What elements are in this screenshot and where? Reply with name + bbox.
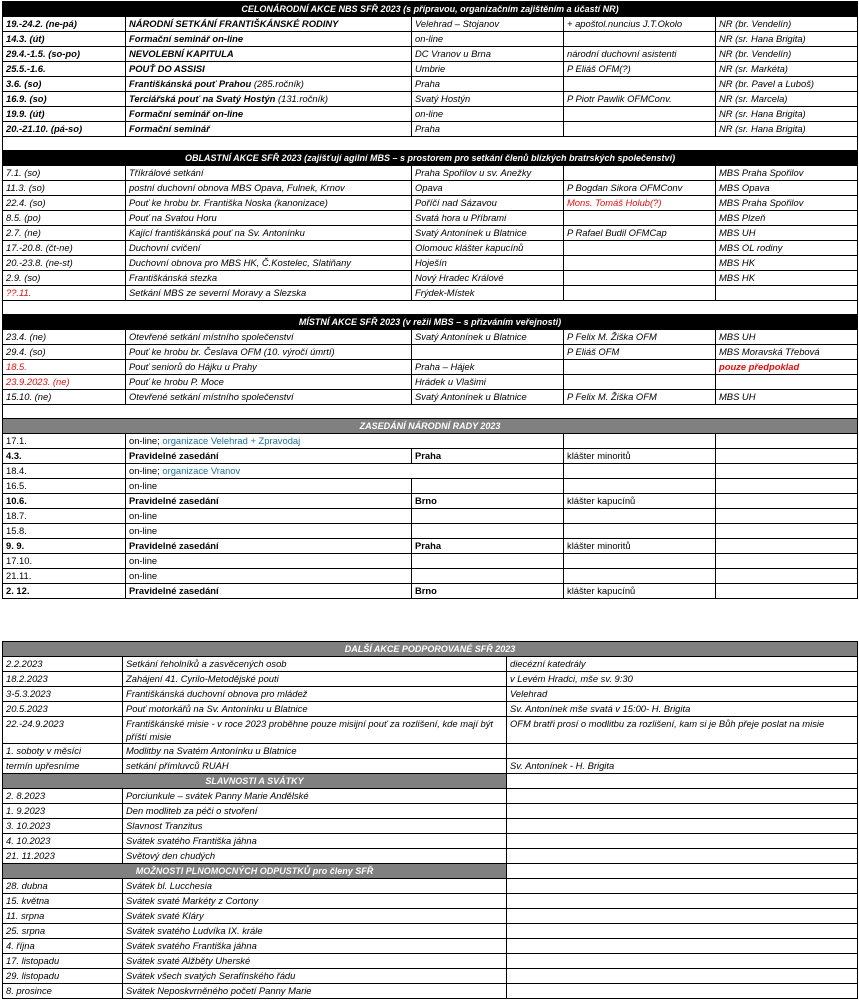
table-cell: Praha (412, 77, 564, 92)
table-row (3, 211, 858, 226)
table-cell: Praha (412, 539, 564, 554)
table-row (3, 894, 858, 909)
table-cell: 22.4. (so) (3, 196, 126, 211)
table-row (3, 375, 858, 390)
table-cell: Svátek všech svatých Serafínského řádu (123, 969, 507, 984)
table-cell: MBS HK (716, 271, 858, 286)
table-cell (3, 405, 858, 419)
table-cell: on-line (126, 524, 412, 539)
cell-text: organizace Velehrad + Zpravodaj (162, 435, 301, 446)
table-row (3, 584, 858, 599)
table-cell: MBS UH (716, 226, 858, 241)
table-row (3, 17, 858, 32)
table-cell: Den modliteb za péči o stvoření (123, 804, 507, 819)
table-row (3, 969, 858, 984)
table-cell (564, 32, 716, 47)
table-cell: Modlitby na Svatém Antonínku u Blatnice (123, 744, 507, 759)
table-cell: Nový Hradec Králové (412, 271, 564, 286)
table-cell (507, 924, 858, 939)
table-cell (716, 554, 858, 569)
table-cell: Otevřené setkání místního společenství (126, 330, 412, 345)
table-cell: Praha (412, 122, 564, 137)
table-cell: 18.4. (3, 464, 126, 479)
table-cell: Zahájení 41. Cyrilo-Metodějské pouti (123, 672, 507, 687)
table-cell: 11. srpna (3, 909, 123, 924)
table-cell: 1. soboty v měsíci (3, 744, 123, 759)
table-cell: Olomouc klášter kapucínů (412, 241, 564, 256)
table-cell: 2. 8.2023 (3, 789, 123, 804)
table-cell (564, 271, 716, 286)
table-cell: 3. 10.2023 (3, 819, 123, 834)
table-cell (716, 449, 858, 464)
table-cell (564, 375, 716, 390)
table-cell: 19.9. (út) (3, 107, 126, 122)
cell-text: organizace Vranov (162, 465, 241, 476)
table-cell: Pravidelné zasedání (126, 449, 412, 464)
table-cell (507, 879, 858, 894)
table-cell: 22.-24.9.2023 (3, 717, 123, 744)
table-cell (716, 539, 858, 554)
supported-header: DALŠÍ AKCE PODPOROVANÉ SFŘ 2023 (3, 642, 858, 657)
table-row (3, 122, 858, 137)
table-cell: on-line (126, 554, 412, 569)
table-cell (716, 584, 858, 599)
table-cell (126, 434, 564, 449)
table-cell: DC Vranov u Brna (412, 47, 564, 62)
table-row (3, 672, 858, 687)
table-cell: 29.4.-1.5. (so-po) (3, 47, 126, 62)
table-cell: Mons. Tomáš Holub(?) (564, 196, 716, 211)
table-row (3, 849, 858, 864)
table-row (3, 271, 858, 286)
table-row (3, 494, 858, 509)
table-cell (412, 479, 564, 494)
table-cell: P Eliáš OFM(?) (564, 62, 716, 77)
table-cell (716, 464, 858, 479)
table-cell (412, 345, 564, 360)
table-cell: Frýdek-Místek (412, 286, 564, 301)
table-cell (507, 969, 858, 984)
table-row (3, 464, 858, 479)
table-cell (507, 849, 858, 864)
table-cell: 3.6. (so) (3, 77, 126, 92)
table-cell: 28. dubna (3, 879, 123, 894)
cell-text: on-line; (129, 435, 160, 446)
table-cell (564, 569, 716, 584)
table-cell (412, 509, 564, 524)
table-row (3, 47, 858, 62)
table-cell: Praha – Hájek (412, 360, 564, 375)
table-cell: Svatá hora u Příbrami (412, 211, 564, 226)
table-cell (412, 524, 564, 539)
table-cell: 15.10. (ne) (3, 390, 126, 405)
table-row (3, 984, 858, 999)
table-cell: NR (sr. Hana Brigita) (716, 122, 858, 137)
table-cell: Světový den chudých (123, 849, 507, 864)
table-cell: Svátek svaté Alžběty Uherské (123, 954, 507, 969)
table-row (3, 524, 858, 539)
feasts-header: SLAVNOSTI A SVÁTKY (3, 774, 507, 789)
table-row (3, 909, 858, 924)
table-cell: POUŤ DO ASSISI (126, 62, 412, 77)
table-cell: Hrádek u Vlašimi (412, 375, 564, 390)
council-header: ZASEDÁNÍ NÁRODNÍ RADY 2023 (3, 419, 858, 434)
table-cell: 2. 12. (3, 584, 126, 599)
table-cell (564, 434, 716, 449)
table-cell (716, 569, 858, 584)
table-cell: Svátek svatého Františka jáhna (123, 939, 507, 954)
table-cell: 21. 11.2023 (3, 849, 123, 864)
table-cell (507, 954, 858, 969)
table-cell: 19.-24.2. (ne-pá) (3, 17, 126, 32)
table-cell: Sv. Antonínek - H. Brigita (507, 759, 858, 774)
table-cell (507, 939, 858, 954)
table-row (3, 256, 858, 271)
table-row (3, 330, 858, 345)
table-cell: 16.9. (so) (3, 92, 126, 107)
table-row (3, 657, 858, 672)
table-cell: NR (br. Pavel a Luboš) (716, 77, 858, 92)
cell-text: Terciářská pouť na Svatý Hostýn (129, 93, 276, 104)
table-cell: Duchovní obnova pro MBS HK, Č.Kostelec, Slatiňany (126, 256, 412, 271)
table-cell: Pouť ke hrobu P. Moce (126, 375, 412, 390)
table-cell: P Eliáš OFM (564, 345, 716, 360)
table-cell: Setkání MBS ze severní Moravy a Slezska (126, 286, 412, 301)
table-cell: Opava (412, 181, 564, 196)
table-cell: P Bogdan Sikora OFMConv (564, 181, 716, 196)
table-cell: MBS OL rodiny (716, 241, 858, 256)
table-row (3, 449, 858, 464)
cell-text: (285.ročník) (253, 78, 304, 89)
events-table (2, 1, 858, 599)
table-cell: 8. prosince (3, 984, 123, 999)
table-cell: P Piotr Pawlik OFMConv. (564, 92, 716, 107)
table-cell: 18.5. (3, 360, 126, 375)
cell-text: (131.ročník) (278, 93, 329, 104)
table-cell: 9. 9. (3, 539, 126, 554)
table-cell: Velehrad (507, 687, 858, 702)
table-row (3, 479, 858, 494)
local-header: MÍSTNÍ AKCE SFŘ 2023 (v režii MBS – s přizváním veřejnosti) (3, 315, 858, 330)
table-cell: 23.4. (ne) (3, 330, 126, 345)
table-cell: MBS UH (716, 390, 858, 405)
table-cell: setkání přímluvců RUAH (123, 759, 507, 774)
table-cell (564, 286, 716, 301)
table-cell: MBS UH (716, 330, 858, 345)
table-cell: Velehrad – Stojanov (412, 17, 564, 32)
table-cell: Františkánská stezka (126, 271, 412, 286)
table-cell: 10.6. (3, 494, 126, 509)
table-cell: diecézní katedrály (507, 657, 858, 672)
table-row (3, 32, 858, 47)
table-cell (126, 464, 564, 479)
table-cell (564, 360, 716, 375)
table-cell: on-line (412, 107, 564, 122)
table-cell: Svatý Antonínek u Blatnice (412, 390, 564, 405)
table-cell: 18.7. (3, 509, 126, 524)
table-row (3, 539, 858, 554)
table-cell: Pouť na Svatou Horu (126, 211, 412, 226)
table-cell: 4. října (3, 939, 123, 954)
table-cell: NR (sr. Hana Brigita) (716, 107, 858, 122)
table-row (3, 789, 858, 804)
table-row (3, 939, 858, 954)
table-row (3, 62, 858, 77)
table-cell: Pouť seniorů do Hájku u Prahy (126, 360, 412, 375)
table-cell: 25.5.-1.6. (3, 62, 126, 77)
table-cell: Svátek svaté Markéty z Cortony (123, 894, 507, 909)
table-cell: Brno (412, 494, 564, 509)
table-cell: on-line (126, 479, 412, 494)
table-row (3, 954, 858, 969)
table-row (3, 390, 858, 405)
table-cell: Svátek bl. Lucchesia (123, 879, 507, 894)
table-row (3, 92, 858, 107)
table-cell: 29.4. (so) (3, 345, 126, 360)
table-cell: OFM bratři prosí o modlitbu za rozlišení, kam si je Bůh přeje poslat na misie (507, 717, 858, 744)
table-cell: Duchovní cvičení (126, 241, 412, 256)
table-row (3, 360, 858, 375)
table-row (3, 924, 858, 939)
table-cell: 1. 9.2023 (3, 804, 123, 819)
table-cell: klášter minoritů (564, 539, 716, 554)
table-row (3, 196, 858, 211)
table-cell: Svatý Antonínek u Blatnice (412, 330, 564, 345)
table-cell (507, 744, 858, 759)
table-cell: 25. srpna (3, 924, 123, 939)
table-cell: Porciunkule – svátek Panny Marie Andělské (123, 789, 507, 804)
table-cell: on-line (126, 569, 412, 584)
table-cell: 4. 10.2023 (3, 834, 123, 849)
table-cell: ??.11. (3, 286, 126, 301)
cell-text: on-line; (129, 465, 160, 476)
table-cell: 20.-23.8. (ne-st) (3, 256, 126, 271)
table-cell: MBS Praha Spořilov (716, 166, 858, 181)
table-cell: 15. května (3, 894, 123, 909)
table-cell: 17.10. (3, 554, 126, 569)
supported-table (2, 641, 858, 999)
table-cell (716, 375, 858, 390)
table-cell (564, 211, 716, 226)
table-cell: termín upřesníme (3, 759, 123, 774)
table-cell (507, 774, 858, 789)
table-cell: NR (sr. Hana Brigita) (716, 32, 858, 47)
table-row (3, 569, 858, 584)
table-cell: NÁRODNÍ SETKÁNÍ FRANTIŠKÁNSKÉ RODINY (126, 17, 412, 32)
table-cell: on-line (412, 32, 564, 47)
table-cell: klášter kapucínů (564, 494, 716, 509)
table-cell: 2.9. (so) (3, 271, 126, 286)
table-cell: 15.8. (3, 524, 126, 539)
table-cell (126, 92, 412, 107)
table-cell: Hoješín (412, 256, 564, 271)
table-row (3, 744, 858, 759)
indulgences-header: MOŽNOSTI PLNOMOCNÝCH ODPUSTKŮ pro členy SFŘ (3, 864, 507, 879)
table-cell: Pouť ke hrobu br. Česlava OFM (10. výročí úmrtí) (126, 345, 412, 360)
table-cell (564, 256, 716, 271)
table-cell: Kající františkánská pouť na Sv. Antonínku (126, 226, 412, 241)
table-cell (412, 554, 564, 569)
table-cell (716, 509, 858, 524)
table-row (3, 687, 858, 702)
table-cell: P Rafael Budil OFMCap (564, 226, 716, 241)
table-row (3, 717, 858, 744)
table-cell: MBS Moravská Třebová (716, 345, 858, 360)
table-cell (507, 909, 858, 924)
table-cell: NR (br. Vendelín) (716, 47, 858, 62)
table-cell (564, 166, 716, 181)
table-cell: klášter kapucínů (564, 584, 716, 599)
table-cell: pouze předpoklad (716, 360, 858, 375)
table-cell: 7.1. (so) (3, 166, 126, 181)
national-header: CELONÁRODNÍ AKCE NBS SFŘ 2023 (s přípravou, organizačním zajištěním a účastí NR) (3, 2, 858, 17)
table-cell (507, 894, 858, 909)
table-cell: Pouť ke hrobu br. Františka Noska (kanonizace) (126, 196, 412, 211)
table-cell: Svátek svatého Ludvíka IX. krále (123, 924, 507, 939)
table-cell: Svatý Antonínek u Blatnice (412, 226, 564, 241)
table-cell: Sv. Antonínek mše svatá v 15:00- H. Brigita (507, 702, 858, 717)
table-cell (507, 834, 858, 849)
table-cell: 29. listopadu (3, 969, 123, 984)
table-cell: 2.7. (ne) (3, 226, 126, 241)
table-cell: 21.11. (3, 569, 126, 584)
table-cell (564, 77, 716, 92)
table-cell: 2.2.2023 (3, 657, 123, 672)
table-row (3, 702, 858, 717)
table-cell (507, 984, 858, 999)
table-cell: 17.1. (3, 434, 126, 449)
table-cell (507, 804, 858, 819)
table-cell: Svátek svaté Kláry (123, 909, 507, 924)
table-cell: 8.5. (po) (3, 211, 126, 226)
table-row (3, 77, 858, 92)
table-cell: 14.3. (út) (3, 32, 126, 47)
table-row (3, 166, 858, 181)
table-row (3, 434, 858, 449)
table-cell: NEVOLEBNÍ KAPITULA (126, 47, 412, 62)
table-cell: 18.2.2023 (3, 672, 123, 687)
table-cell: Otevřené setkání místního společenství (126, 390, 412, 405)
table-cell (3, 137, 858, 151)
table-row (3, 509, 858, 524)
table-cell: 23.9.2023. (ne) (3, 375, 126, 390)
table-cell: 17. listopadu (3, 954, 123, 969)
table-cell: NR (sr. Marcela) (716, 92, 858, 107)
table-row (3, 226, 858, 241)
table-cell: Poříčí nad Sázavou (412, 196, 564, 211)
table-cell: Pravidelné zasedání (126, 584, 412, 599)
table-cell (716, 286, 858, 301)
table-cell: NR (br. Vendelín) (716, 17, 858, 32)
table-cell (716, 524, 858, 539)
cell-text: Františkánská pouť Prahou (129, 78, 252, 89)
table-cell: Slavnost Tranzitus (123, 819, 507, 834)
table-cell (716, 479, 858, 494)
table-cell (716, 434, 858, 449)
table-cell: MBS Opava (716, 181, 858, 196)
table-cell: 11.3. (so) (3, 181, 126, 196)
table-row (3, 834, 858, 849)
table-cell: Pravidelné zasedání (126, 539, 412, 554)
table-cell (507, 864, 858, 879)
table-cell (3, 301, 858, 315)
table-cell: Svátek svatého Františka jáhna (123, 834, 507, 849)
table-cell: Pravidelné zasedání (126, 494, 412, 509)
table-cell (126, 77, 412, 92)
table-row (3, 181, 858, 196)
table-row (3, 286, 858, 301)
table-cell: Františkánská duchovní obnova pro mládež (123, 687, 507, 702)
table-cell (564, 241, 716, 256)
table-cell (507, 819, 858, 834)
table-row (3, 819, 858, 834)
table-cell (507, 789, 858, 804)
table-cell: MBS HK (716, 256, 858, 271)
table-cell (564, 107, 716, 122)
table-cell: 20.-21.10. (pá-so) (3, 122, 126, 137)
table-cell: Brno (412, 584, 564, 599)
table-cell: 4.3. (3, 449, 126, 464)
table-row (3, 879, 858, 894)
table-cell: Umbrie (412, 62, 564, 77)
table-cell: NR (sr. Markéta) (716, 62, 858, 77)
table-cell: Svatý Hostýn (412, 92, 564, 107)
table-cell: národní duchovní asistenti (564, 47, 716, 62)
table-cell: Františkánské misie - v roce 2023 proběhne pouze misijní pouť za rozlišení, kde mají být příští misie (123, 717, 507, 744)
table-cell: Formační seminář (126, 122, 412, 137)
table-cell: Setkání řeholníků a zasvěcených osob (123, 657, 507, 672)
table-cell: klášter minoritů (564, 449, 716, 464)
table-cell: postní duchovní obnova MBS Opava, Fulnek, Krnov (126, 181, 412, 196)
table-cell: MBS Plzeň (716, 211, 858, 226)
table-row (3, 804, 858, 819)
table-cell: v Levém Hradci, mše sv. 9:30 (507, 672, 858, 687)
table-cell: 20.5.2023 (3, 702, 123, 717)
table-cell (412, 569, 564, 584)
table-cell: Formační seminář on-line (126, 107, 412, 122)
table-cell (564, 479, 716, 494)
table-cell: 16.5. (3, 479, 126, 494)
table-row (3, 345, 858, 360)
table-cell: 17.-20.8. (čt-ne) (3, 241, 126, 256)
table-row (3, 107, 858, 122)
table-cell: MBS Praha Spořilov (716, 196, 858, 211)
table-cell: Praha Spořilov u sv. Anežky (412, 166, 564, 181)
table-row (3, 241, 858, 256)
regional-header: OBLASTNÍ AKCE SFŘ 2023 (zajišťují agilní MBS – s prostorem pro setkání členů blízkých bratrských společenství) (3, 151, 858, 166)
table-cell: Praha (412, 449, 564, 464)
table-cell (564, 509, 716, 524)
table-cell (716, 494, 858, 509)
table-cell: Formační seminář on-line (126, 32, 412, 47)
table-cell: on-line (126, 509, 412, 524)
table-cell: Svátek Neposkvrněného početí Panny Marie (123, 984, 507, 999)
table-cell (564, 122, 716, 137)
table-cell (564, 464, 716, 479)
table-cell: + apoštol.nuncius J.T.Okolo (564, 17, 716, 32)
table-cell: P Felix M. Žiška OFM (564, 330, 716, 345)
table-cell (564, 524, 716, 539)
table-cell: Pouť motorkářů na Sv. Antonínku u Blatnice (123, 702, 507, 717)
table-cell: P Felix M. Žiška OFM (564, 390, 716, 405)
table-cell (564, 554, 716, 569)
table-row (3, 554, 858, 569)
table-cell: 3-5.3.2023 (3, 687, 123, 702)
table-cell: Tříkrálové setkání (126, 166, 412, 181)
table-row (3, 759, 858, 774)
